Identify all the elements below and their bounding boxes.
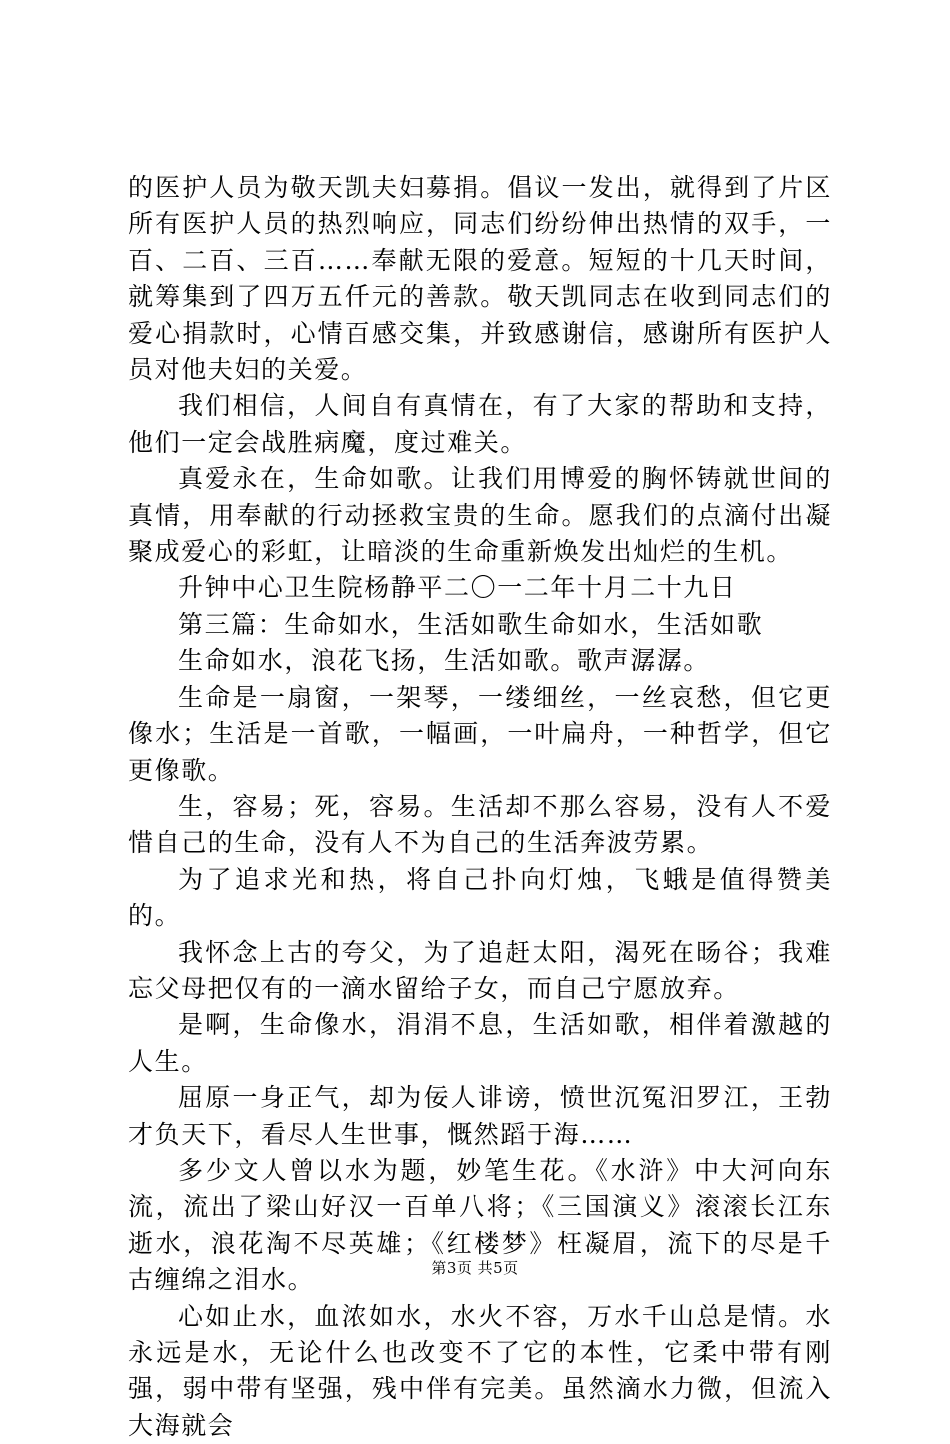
paragraph: 生命是一扇窗，一架琴，一缕细丝，一丝哀愁，但它更像水；生活是一首歌，一幅画，一叶扁舟，一种哲学，但它更像歌。 (128, 682, 832, 785)
signature-line: 升钟中心卫生院杨静平二〇一二年十月二十九日 (178, 573, 737, 603)
body-text (128, 170, 832, 1444)
paragraph: 心如止水，血浓如水，水火不容，万水千山总是情。水永远是水，无论什么也改变不了它的本性，它柔中带有刚强，弱中带有坚强，残中伴有完美。虽然滴水力微，但流入大海就会 (128, 1301, 832, 1440)
paragraph: 多少文人曾以水为题，妙笔生花。《水浒》中大河向东流，流出了梁山好汉一百单八将；《三国演义》滚滚长江东逝水，浪花淘不尽英雄；《红楼梦》枉凝眉，流下的尽是千古缠绵之泪水。 (128, 1155, 832, 1295)
paragraph: 我们相信，人间自有真情在，有了大家的帮助和支持，他们一定会战胜病魔，度过难关。 (128, 391, 832, 457)
paragraph-continuation: 的医护人员为敬天凯夫妇募捐。倡议一发出，就得到了片区所有医护人员的热烈响应，同志们纷纷伸出热情的双手，一百、二百、三百……奉献无限的爱意。短短的十几天时间，就筹集到了四万五仟元的善款。敬天凯同志在收到同志们的爱心捐款时，心情百感交集，并致感谢信，感谢所有医护人员对他夫妇的关爱。 (128, 173, 832, 385)
paragraph: 我怀念上古的夸父，为了追赶太阳，渴死在旸谷；我难忘父母把仅有的一滴水留给子女，而自己宁愿放弃。 (128, 937, 832, 1003)
section-heading: 第三篇：生命如水，生活如歌生命如水，生活如歌 (178, 609, 764, 639)
paragraph: 真爱永在，生命如歌。让我们用博爱的胸怀铸就世间的真情，用奉献的行动拯救宝贵的生命。愿我们的点滴付出凝聚成爱心的彩虹，让暗淡的生命重新焕发出灿烂的生机。 (128, 464, 832, 567)
page-number: 第3页 共5页 (431, 1259, 519, 1277)
paragraph: 生，容易；死，容易。生活却不那么容易，没有人不爱惜自己的生命，没有人不为自己的生活奔波劳累。 (128, 791, 832, 858)
paragraph: 屈原一身正气，却为佞人诽谤，愤世沉冤汨罗江，王勃才负天下，看尽人生世事，慨然蹈于海…… (128, 1083, 832, 1149)
paragraph: 生命如水，浪花飞扬，生活如歌。歌声潺潺。 (178, 646, 711, 676)
page-footer (0, 1257, 950, 1278)
paragraph: 是啊，生命像水，涓涓不息，生活如歌，相伴着激越的人生。 (128, 1010, 832, 1076)
paragraph: 为了追求光和热，将自己扑向灯烛，飞蛾是值得赞美的。 (128, 864, 832, 931)
